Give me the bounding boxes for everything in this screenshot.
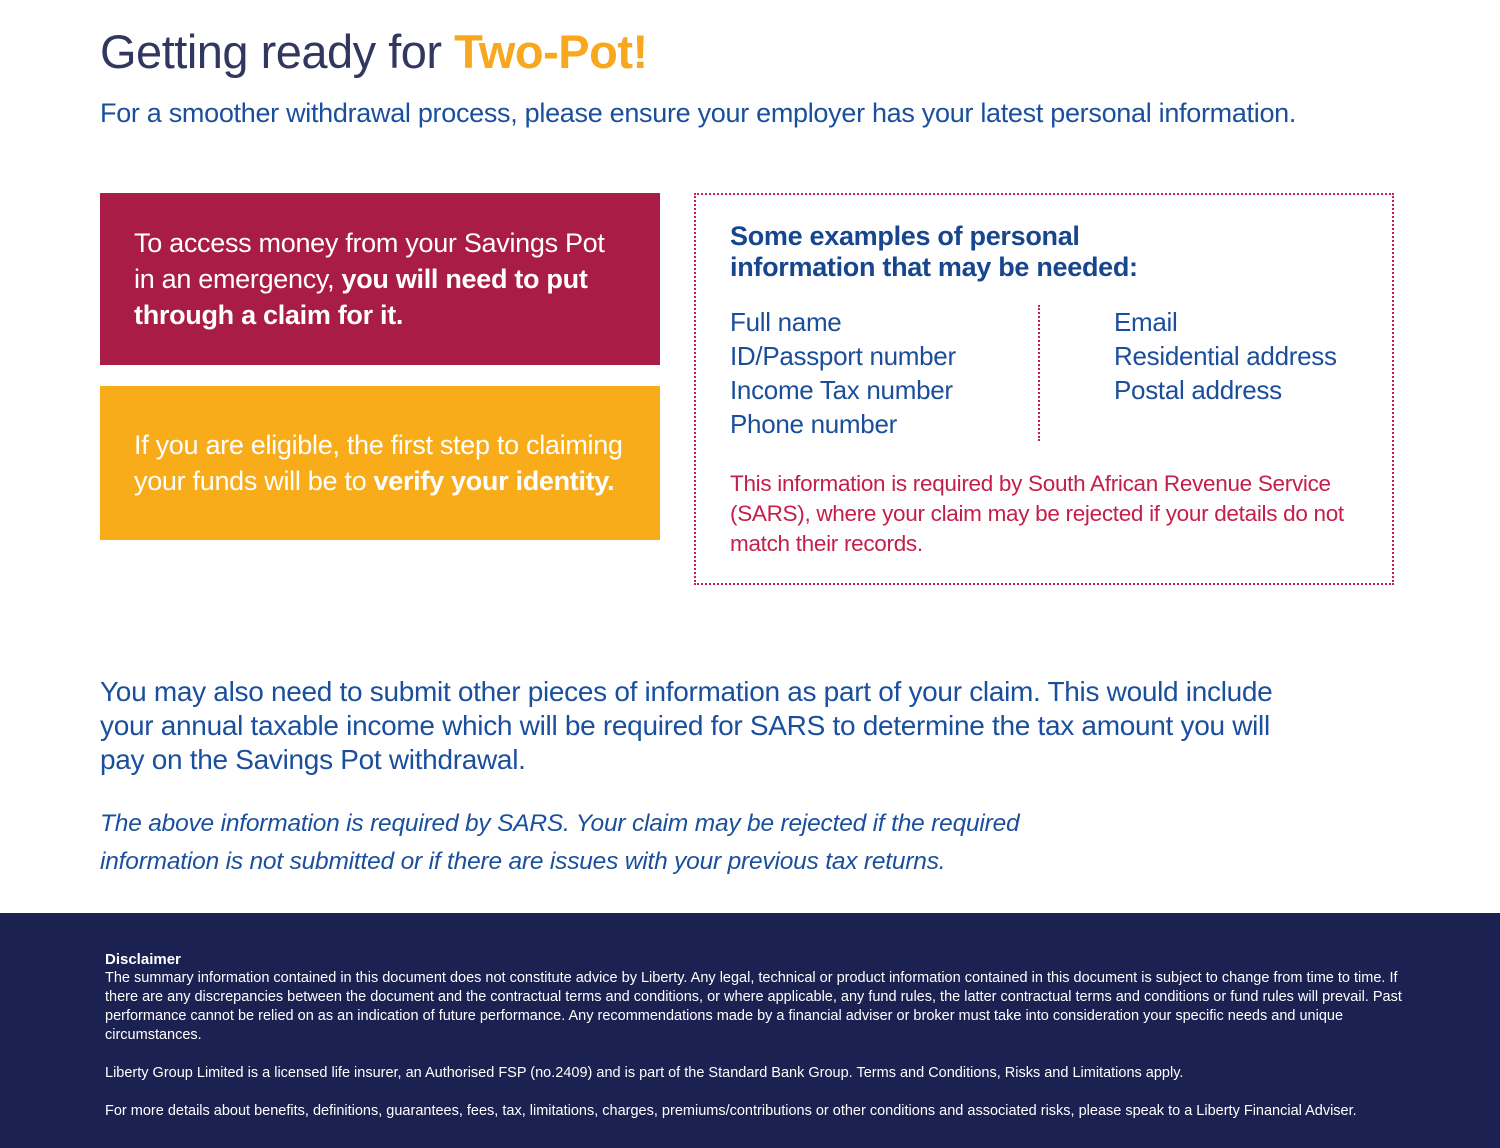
page-title-prefix: Getting ready for	[100, 25, 455, 78]
list-item: ID/Passport number	[730, 340, 956, 371]
sars-italic-note: The above information is required by SARS. Your claim may be rejected if the required information is not submitted or if there are issues with your previous tax returns.	[100, 809, 1020, 875]
adviser-details-text: For more details about benefits, definitions, guarantees, fees, tax, limitations, charges, premiums/contributions or other conditions and associated risks, please speak to a Liberty Financial Adviser.	[105, 1103, 1357, 1119]
verify-callout-card	[100, 386, 660, 540]
list-item: Full name	[730, 306, 842, 337]
claim-callout-text	[134, 225, 626, 333]
claim-text-bold: you will need to put through a claim for it.	[134, 263, 588, 330]
claim-text-regular: To access money from your Savings Pot in an emergency,	[134, 227, 605, 294]
disclaimer-heading: Disclaimer	[105, 951, 181, 968]
page-title-accent: Two-Pot!	[454, 25, 648, 78]
list-item: Income Tax number	[730, 374, 953, 405]
body-copy-section	[100, 675, 1405, 881]
licence-text: Liberty Group Limited is a licensed life insurer, an Authorised FSP (no.2409) and is part of the Standard Bank Group. Terms and Conditions, Risks and Limitations apply.	[105, 1065, 1184, 1081]
verify-text-regular: If you are eligible, the first step to claiming your funds will be to	[134, 429, 623, 496]
callout-cards-column	[100, 193, 660, 540]
examples-panel-heading: Some examples of personal information that may be needed:	[730, 220, 1138, 282]
page-title	[100, 26, 1405, 78]
sars-requirement-note: This information is required by South African Revenue Service (SARS), where your claim may be rejected if your details do not match their records.	[730, 470, 1344, 556]
page-subtitle: For a smoother withdrawal process, please ensure your employer has your latest personal information.	[100, 97, 1297, 128]
examples-list-left	[730, 305, 1038, 441]
examples-lists	[730, 305, 1358, 441]
list-item: Email	[1114, 306, 1178, 337]
list-item: Postal address	[1114, 374, 1282, 405]
footer	[0, 913, 1500, 1148]
claim-callout-card	[100, 193, 660, 365]
examples-list-right	[1040, 305, 1337, 441]
personal-info-examples-panel	[694, 193, 1394, 585]
verify-callout-text	[134, 427, 626, 499]
list-item: Phone number	[730, 408, 897, 439]
callouts-section	[100, 193, 1405, 585]
disclaimer-text: The summary information contained in this document does not constitute advice by Liberty. Any legal, technical or product information contained in this document is subject to change from time to time. If there are any discrepancies between the document and the contractual terms and conditions, or where applicable, any fund rules, the latter contractual terms and conditions or fund rules will prevail. Past performance cannot be relied on as an indication of future performance. Any recommendations made by a financial adviser or broker must take into consideration your specific needs and unique circumstances.	[105, 970, 1402, 1043]
list-item: Residential address	[1114, 340, 1337, 371]
additional-info-paragraph: You may also need to submit other pieces of information as part of your claim. This would include your annual taxable income which will be required for SARS to determine the tax amount you will pay on the Savings Pot withdrawal.	[100, 675, 1273, 775]
verify-text-bold: verify your identity.	[373, 465, 615, 496]
